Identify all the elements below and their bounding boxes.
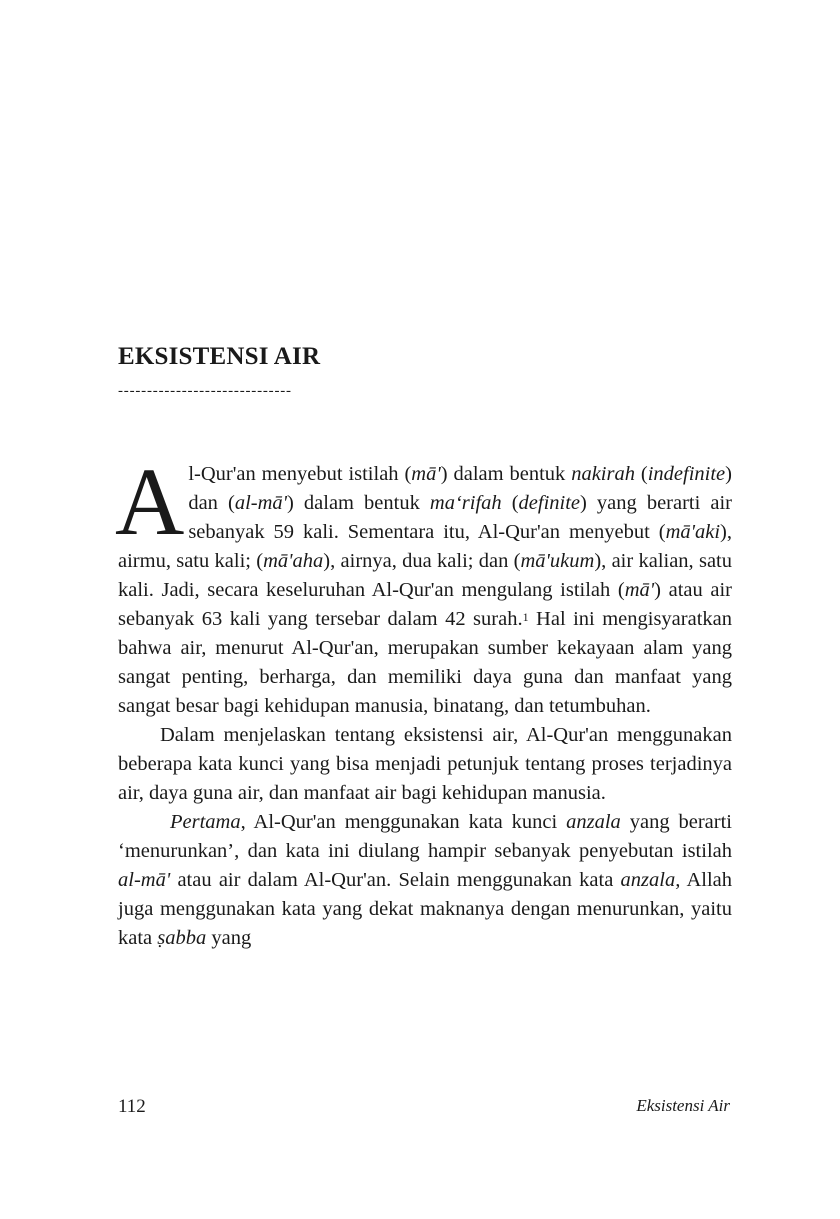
text-span: yang berarti ‘menurunkan’, dan kata ini diulang hampir sebanyak penyebutan istilah	[118, 811, 732, 862]
footnote-marker[interactable]: 1	[522, 610, 529, 624]
drop-cap: A	[115, 448, 185, 555]
text-span: ) dan (	[188, 463, 732, 514]
italic-term: ṣabba	[157, 927, 207, 949]
text-span: l-Qur'an menyebut istilah (	[188, 463, 412, 485]
italic-term: al-mā'	[118, 869, 171, 891]
italic-term: mā'	[411, 463, 441, 485]
italic-term: al-mā'	[234, 492, 288, 514]
italic-term: mā'aha	[263, 550, 324, 572]
text-span: ) atau air sebanyak 63 kali yang tersebar dalam 42 surah.	[118, 579, 732, 630]
text-span: atau air dalam Al-Qur'an. Selain menggunakan kata	[170, 869, 621, 891]
italic-term: definite	[518, 492, 581, 514]
paragraph-1	[115, 448, 733, 721]
page-title: EKSISTENSI AIR	[118, 343, 321, 370]
italic-term: mā'	[624, 579, 655, 601]
running-footer: Eksistensi Air	[636, 1096, 730, 1115]
text-span: Hal ini mengisyaratkan bahwa air, menurut Al-Qur'an, merupakan sumber kekayaan alam yang sangat penting, berharga, dan memiliki daya guna dan manfaat yang sangat besar bagi kehidupan manusia, binatang, dan tetumbuhan.	[118, 608, 733, 717]
body-text	[115, 448, 733, 953]
text-span: (	[634, 463, 648, 485]
italic-term: indefinite	[647, 463, 726, 485]
text-span: ) yang berarti air sebanyak 59 kali. Sementara itu, Al-Qur'an menyebut (	[188, 492, 732, 543]
italic-term: anzala,	[620, 869, 681, 891]
italic-term: Pertama	[170, 811, 241, 833]
text-span: , Al-Qur'an menggunakan kata kunci	[240, 811, 567, 833]
paragraph-3	[118, 808, 732, 953]
text-span: (	[501, 492, 519, 514]
title-underline-rule: ------------------------------	[118, 383, 292, 399]
italic-term: ma‘rifah	[429, 492, 502, 514]
text-span: ), air kalian, satu kali. Jadi, secara keseluruhan Al-Qur'an mengulang istilah (	[118, 550, 732, 601]
italic-term: anzala	[566, 811, 621, 833]
text-span: ) dalam bentuk	[440, 463, 572, 485]
paragraph-2: Dalam menjelaskan tentang eksistensi air, Al-Qur'an menggunakan beberapa kata kunci yang bisa menjadi petunjuk tentang proses terjadinya air, daya guna air, dan manfaat air bagi kehidupan manusia.	[118, 724, 732, 804]
page-number: 112	[118, 1096, 146, 1117]
text-span: Allah juga menggunakan kata yang dekat maknanya dengan menurunkan, yaitu kata	[118, 869, 732, 949]
italic-term: mā'aki	[665, 521, 721, 543]
text-span: ), airnya, dua kali; dan (	[323, 550, 521, 572]
italic-term: nakirah	[571, 463, 635, 485]
text-span: ), airmu, satu kali; (	[118, 521, 732, 572]
text-span: yang	[206, 927, 252, 949]
text-span: ) dalam bentuk	[287, 492, 430, 514]
italic-term: mā'ukum	[520, 550, 595, 572]
